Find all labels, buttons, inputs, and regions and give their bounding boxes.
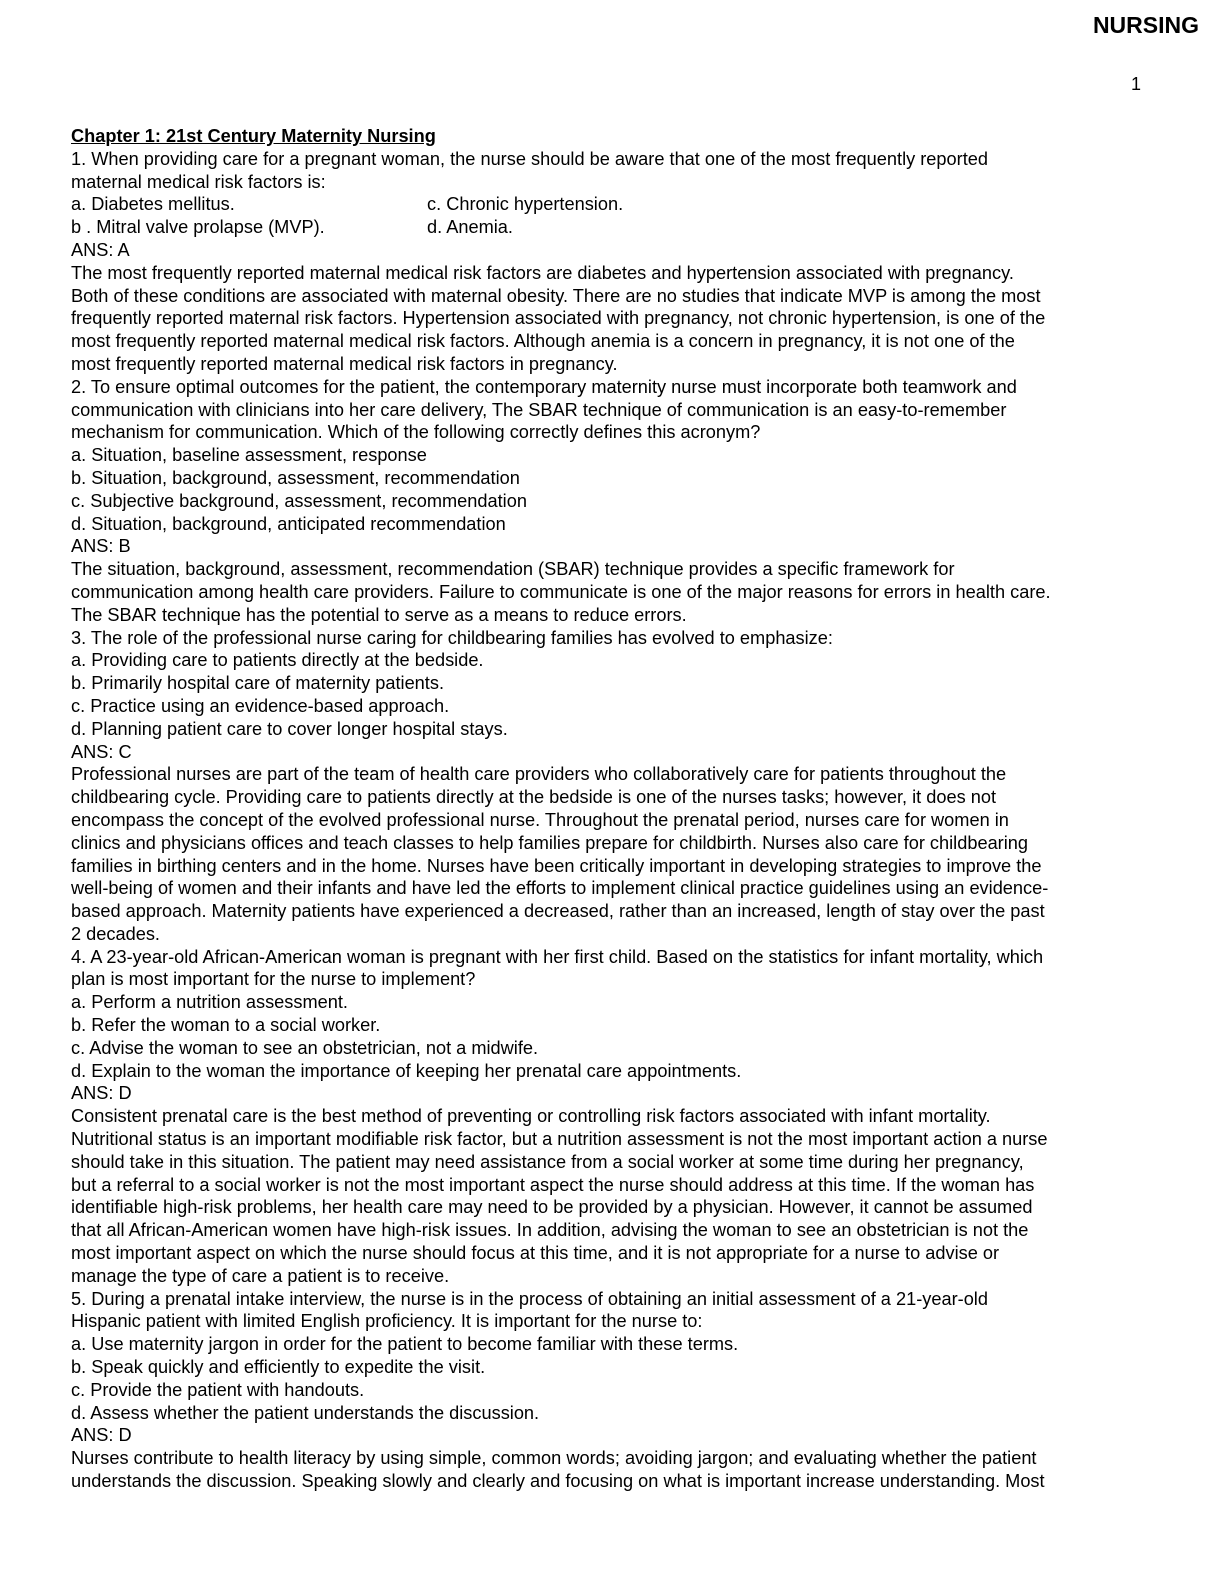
answer-key: ANS: D [71, 1083, 132, 1104]
answer-key: ANS: B [71, 536, 131, 557]
rationale-line: communication among health care providers. Failure to communicate is one of the major reasons for errors in health care. [71, 581, 1051, 602]
option-a: a. Providing care to patients directly at the bedside. [71, 650, 484, 671]
rationale-line: Professional nurses are part of the team of health care providers who collaboratively care for patients throughout the [71, 764, 1007, 785]
answer-key: ANS: D [71, 1425, 132, 1446]
question-text-line: mechanism for communication. Which of the following correctly defines this acronym? [71, 422, 761, 443]
document-body [71, 125, 1146, 1493]
option-d: d. Anemia. [427, 217, 513, 238]
rationale-line: most frequently reported maternal medical risk factors in pregnancy. [71, 353, 618, 374]
question-text-line: Hispanic patient with limited English proficiency. It is important for the nurse to: [71, 1311, 703, 1332]
option-c: c. Chronic hypertension. [427, 194, 624, 215]
page-number: 1 [1130, 74, 1141, 94]
question-text-line: plan is most important for the nurse to implement? [71, 969, 476, 990]
rationale-line: understands the discussion. Speaking slowly and clearly and focusing on what is important increase understanding. Most [71, 1471, 1045, 1492]
option-a: a. Situation, baseline assessment, response [71, 445, 427, 466]
question-text-line: 1. When providing care for a pregnant woman, the nurse should be aware that one of the most frequently reported [71, 148, 988, 169]
rationale-line: frequently reported maternal risk factors. Hypertension associated with pregnancy, not chronic hypertension, is one of the [71, 308, 1046, 329]
question-text-line: 5. During a prenatal intake interview, the nurse is in the process of obtaining an initial assessment of a 21-year-old [71, 1288, 988, 1309]
option-d: d. Situation, background, anticipated recommendation [71, 513, 506, 534]
rationale-line: The SBAR technique has the potential to serve as a means to reduce errors. [71, 604, 687, 625]
answer-key: ANS: C [71, 741, 132, 762]
rationale-line: but a referral to a social worker is not the most important aspect the nurse should address at this time. If the woman has [71, 1174, 1035, 1195]
option-row [71, 216, 1146, 239]
question-4 [71, 946, 1146, 1288]
option-d: d. Explain to the woman the importance of keeping her prenatal care appointments. [71, 1060, 742, 1081]
question-text-line: 4. A 23-year-old African-American woman is pregnant with her first child. Based on the statistics for infant mortality, which [71, 946, 1044, 967]
question-5 [71, 1288, 1146, 1493]
rationale-line: Both of these conditions are associated with maternal obesity. There are no studies that indicate MVP is among the most [71, 285, 1041, 306]
option-c: c. Subjective background, assessment, recommendation [71, 490, 527, 511]
option-b: b. Refer the woman to a social worker. [71, 1015, 381, 1036]
rationale-line: The most frequently reported maternal medical risk factors are diabetes and hypertension associated with pregnancy. [71, 262, 1014, 283]
question-2 [71, 376, 1146, 627]
chapter-title: Chapter 1: 21st Century Maternity Nursing [71, 126, 436, 146]
rationale-line: Nurses contribute to health literacy by using simple, common words; avoiding jargon; and evaluating whether the patient [71, 1448, 1037, 1469]
rationale-line: should take in this situation. The patient may need assistance from a social worker at some time during her pregnancy, [71, 1151, 1024, 1172]
rationale-line: families in birthing centers and in the home. Nurses have been critically important in developing strategies to improve the [71, 855, 1042, 876]
option-d: d. Assess whether the patient understands the discussion. [71, 1402, 540, 1423]
question-text-line: communication with clinicians into her care delivery, The SBAR technique of communication is an easy-to-remember [71, 399, 1007, 420]
option-a: a. Diabetes mellitus. [71, 194, 235, 215]
rationale-line: most important aspect on which the nurse should focus at this time, and it is not appropriate for a nurse to advise or [71, 1243, 1000, 1264]
rationale-line: well-being of women and their infants and have led the efforts to implement clinical practice guidelines using an evidence- [71, 878, 1049, 899]
rationale-line: childbearing cycle. Providing care to patients directly at the bedside is one of the nurses tasks; however, it does not [71, 787, 997, 808]
rationale-line: 2 decades. [71, 923, 160, 944]
question-1 [71, 148, 1146, 376]
question-3 [71, 627, 1146, 946]
rationale-line: The situation, background, assessment, recommendation (SBAR) technique provides a specific framework for [71, 559, 955, 580]
answer-key: ANS: A [71, 239, 130, 260]
rationale-line: clinics and physicians offices and teach classes to help families prepare for childbirth. Nurses also care for childbearing [71, 832, 1029, 853]
option-c: c. Advise the woman to see an obstetrician, not a midwife. [71, 1037, 539, 1058]
rationale-line: that all African-American women have high-risk issues. In addition, advising the woman to see an obstetrician is not the [71, 1220, 1029, 1241]
option-c: c. Practice using an evidence-based approach. [71, 695, 450, 716]
rationale-line: manage the type of care a patient is to receive. [71, 1265, 450, 1286]
option-a: a. Use maternity jargon in order for the patient to become familiar with these terms. [71, 1334, 739, 1355]
rationale-line: Consistent prenatal care is the best method of preventing or controlling risk factors associated with infant mortality. [71, 1106, 991, 1127]
question-text-line: 2. To ensure optimal outcomes for the patient, the contemporary maternity nurse must incorporate both teamwork and [71, 376, 1017, 397]
option-b: b. Situation, background, assessment, recommendation [71, 467, 520, 488]
option-b: b. Primarily hospital care of maternity patients. [71, 673, 444, 694]
option-a: a. Perform a nutrition assessment. [71, 992, 348, 1013]
rationale-line: Nutritional status is an important modifiable risk factor, but a nutrition assessment is not the most important action a nurse [71, 1129, 1048, 1150]
option-c: c. Provide the patient with handouts. [71, 1379, 365, 1400]
option-b: b . Mitral valve prolapse (MVP). [71, 217, 325, 238]
document-header-label: NURSING [1092, 12, 1199, 38]
option-d: d. Planning patient care to cover longer hospital stays. [71, 718, 508, 739]
option-b: b. Speak quickly and efficiently to expedite the visit. [71, 1357, 486, 1378]
question-text-line: maternal medical risk factors is: [71, 171, 326, 192]
option-row [71, 193, 1146, 216]
rationale-line: encompass the concept of the evolved professional nurse. Throughout the prenatal period, nurses care for women in [71, 809, 1009, 830]
rationale-line: most frequently reported maternal medical risk factors. Although anemia is a concern in pregnancy, it is not one of the [71, 331, 1015, 352]
question-text-line: 3. The role of the professional nurse caring for childbearing families has evolved to emphasize: [71, 627, 833, 648]
rationale-line: identifiable high-risk problems, her health care may need to be provided by a physician. However, it cannot be assumed [71, 1197, 1033, 1218]
rationale-line: based approach. Maternity patients have experienced a decreased, rather than an increased, length of stay over the past [71, 901, 1045, 922]
